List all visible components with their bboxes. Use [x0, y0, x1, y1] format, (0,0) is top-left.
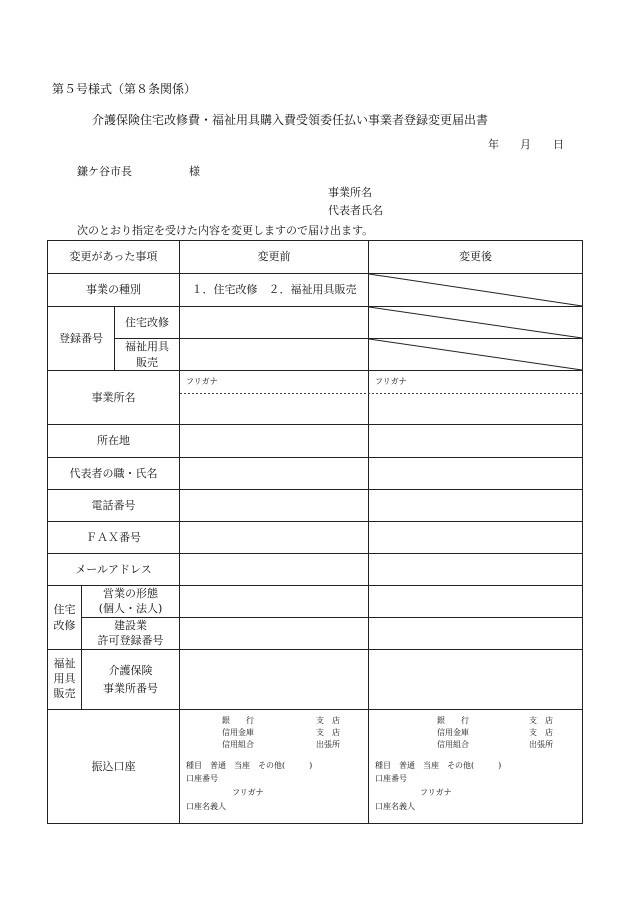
bank-after-account-type: 種目 普通 当座 その他( ): [375, 761, 502, 770]
care-line2: 事業所番号: [103, 681, 158, 695]
representative-label: 代表者氏名: [328, 204, 383, 217]
business-form-line2: (個人・法人): [98, 601, 163, 615]
bank-before-account-type: 種目 普通 当座 その他( ): [186, 761, 313, 770]
housing-line1: 住宅: [53, 602, 76, 616]
registration-number-label: 登録番号: [59, 331, 103, 345]
welfare-line1: 福祉: [53, 657, 76, 671]
bank-before-shucchojo: 出張所: [316, 740, 340, 749]
reg-welfare-line2: 販売: [136, 355, 158, 369]
welfare-group-label: [48, 650, 81, 709]
bank-after-shiten2: 支 店: [529, 728, 553, 737]
bank-before-ginko: 銀 行: [222, 716, 254, 725]
bank-after-kumiai: 信用組合: [437, 740, 469, 749]
bank-after-shucchojo: 出張所: [529, 740, 553, 749]
form-title: 介護保険住宅改修費・福祉用具購入費受領委任払い事業者登録変更届出書: [92, 113, 489, 127]
addressee: 鎌ケ谷市長: [77, 165, 132, 178]
col-header-after: 変更後: [459, 250, 492, 264]
furigana-after: フリガナ: [375, 377, 407, 386]
date-month-label: 月: [520, 138, 531, 151]
welfare-line3: 販売: [53, 686, 76, 700]
col-header-item: 変更があった事項: [69, 250, 158, 264]
office-name-row-label: 事業所名: [91, 390, 136, 404]
email-label: メールアドレス: [75, 562, 152, 576]
care-office-number-label: [82, 650, 179, 709]
location-label: 所在地: [97, 434, 130, 448]
date-day-label: 日: [553, 138, 564, 151]
date-year-label: 年: [488, 138, 499, 151]
bank-after-shinkin: 信用金庫: [437, 728, 469, 737]
bank-after-furigana: フリガナ: [420, 788, 452, 797]
bank-account-label: 振込口座: [91, 759, 136, 773]
bank-after-ginko: 銀 行: [437, 716, 469, 725]
construction-line2: 許可登録番号: [97, 633, 164, 647]
bank-before-holder: 口座名義人: [186, 802, 226, 811]
bank-before-furigana: フリガナ: [232, 788, 264, 797]
business-form-line1: 営業の形態: [103, 587, 158, 601]
bank-before-shiten: 支 店: [316, 716, 340, 725]
bank-before-shinkin: 信用金庫: [222, 728, 254, 737]
rep-title-name-label: 代表者の職・氏名: [69, 466, 158, 480]
bank-after-account-number: 口座番号: [375, 774, 407, 783]
bank-after-holder: 口座名義人: [375, 802, 415, 811]
honorific: 様: [189, 165, 200, 178]
bank-after-shiten: 支 店: [529, 716, 553, 725]
business-type-label: 事業の種別: [86, 283, 141, 297]
fax-label: ＦＡＸ番号: [86, 530, 141, 544]
office-name-label: 事業所名: [328, 186, 372, 199]
reg-welfare-line1: 福祉用具: [125, 339, 169, 353]
business-type-options: １．住宅改修 ２．福祉用具販売: [191, 283, 357, 297]
care-line1: 介護保険: [108, 663, 153, 677]
reg-welfare-label: [115, 339, 179, 370]
col-header-before: 変更前: [257, 250, 291, 264]
form-number: 第５号様式（第８条関係）: [52, 82, 197, 96]
business-form-label: [82, 586, 179, 617]
bank-before-shiten2: 支 店: [316, 728, 340, 737]
construction-line1: 建設業: [114, 619, 147, 633]
housing-group-label: [48, 586, 81, 649]
furigana-before: フリガナ: [186, 377, 218, 386]
welfare-line2: 用具: [53, 672, 76, 686]
phone-label: 電話番号: [91, 498, 136, 512]
construction-license-label: [82, 618, 179, 649]
reg-housing-label: 住宅改修: [125, 315, 169, 329]
housing-line2: 改修: [53, 618, 76, 632]
bank-before-kumiai: 信用組合: [222, 740, 254, 749]
bank-before-account-number: 口座番号: [186, 774, 218, 783]
intro-text: 次のとおり指定を受けた内容を変更しますので届け出ます。: [77, 224, 374, 237]
